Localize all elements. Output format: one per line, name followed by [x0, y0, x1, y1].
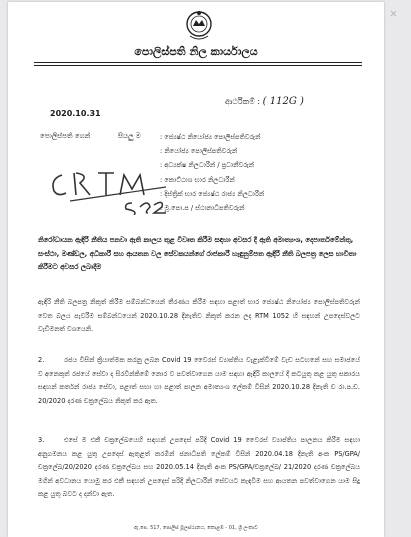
- recipient-item: : දිස්ත්‍රික් භාර ජ්‍යෙෂ්ඨ රාජ්‍ය නිලධාරීන්: [160, 189, 265, 198]
- national-emblem-icon: [184, 8, 214, 42]
- document-page: [8, 2, 384, 537]
- scroll-indicator-icon[interactable]: [390, 10, 397, 17]
- recipient-item: : ජ්‍යෙෂ්ඨ නියෝජ්‍ය පොලිස්පතිවරුන්: [160, 133, 261, 141]
- from-label: පොලිස්පති ගෙන්: [40, 132, 91, 140]
- handwritten-note: [48, 167, 178, 215]
- reference-number: ( 112G ): [262, 96, 304, 107]
- reference-line: [225, 96, 304, 107]
- footer-address: ඇ.පෙ. 517, පොලිස් මූලස්ථානය, කොළඹ - 01, ශ්‍රී ලංකාව: [134, 525, 258, 531]
- header-rule: [34, 62, 362, 63]
- paragraph-2-text: රජය විසින් ක්‍රියාත්මක කරනු ලබන Covid 19 වෛරස් ව්‍යාප්තිය වැළැක්වීමේ වැඩ සටහනේ සහ සමාජයේ ව අනෙකුත් රජයේ සේවා ද සිරවින්කිමේ නොර ව පවත්වාගෙන යාම සඳහා ඇඳිරි කාලයේ දී කටයුතු කළ යුතු සකාරය සඳහන් කර්තන් රාජ්‍ය සේවා, පළාත් සභා හා පළාත් පාලන අමාත්‍යංශ ලේකම් විසින් 2020.10.28 දිනැති ච රා.ප.ච. 20/2020 දරණ චක්‍රලේඛය නිකුත් කර ඇත.: [38, 356, 360, 405]
- paragraph-3-text: එසේ ම එකී චක්‍රලේඛයෙහි සඳහන් උපදෙස් පරිදි Covid 19 වෛරස් ව්‍යාප්තිය පාලනය කිරීම සඳහා අනුගමනය කළ යුතු උපදෙස් ඇතුළත් කරමින් ජනාධිපති ලේකම් විසින් 2020.04.18 දිනැති අංක PS/GPA/චක්‍රලේඛ/20/2020 දරණ චක්‍රලේඛය සහ 2020.05.14 දිනැති අංක PS/GPA/චක්‍රලේඛ/ 21/2020 දරණ චක්‍රලේඛය මගින් අවධානය යොමු කර එකී සඳහන් උපදෙස් පරිදි නිලධාරීන් සේවයට කැඳවීම සහ ආයතන පවත්වාගෙන යාම සිදු කළ යුතු බවට ද දන්වා ඇත.: [38, 436, 360, 498]
- to-label: සියලු ම: [118, 132, 141, 140]
- recipient-item: : කොට්ඨාශ භාර නිලධාරීන්: [160, 175, 235, 184]
- recipient-item: : නියෝජ්‍ය පොලිස්පතිවරුන්: [160, 147, 238, 156]
- header-rule-thin: [34, 65, 362, 66]
- recipient-item: : අධ්‍යක්ෂ නිලධාරීන් / ප්‍රධානීවරුන්: [160, 161, 255, 170]
- reference-label: ආර්ථිකම් :: [225, 97, 261, 106]
- paragraph-3: [38, 434, 360, 502]
- document-date: 2020.10.31: [50, 109, 101, 118]
- paragraph-1: ඇඳිරි නීති බලපත්‍ර නිකුත් කිරීම සම්බන්ධයෙන් තීරණය කිරීම සඳහා පළාත් භාර ජ්‍යෙෂ්ඨ නියෝජ්‍ය පොලිස්පතිවරුන් වෙත බලය පැවරීම සම්බන්ධයෙන් 2020.10.28 දිනැතිව නිකුත් කරන ලද RTM 1052 හි සඳහන් උපදෙස්වලට වැඩිමනත් වශයෙනි.: [38, 298, 360, 333]
- paragraph-2-number: 2.: [38, 356, 45, 364]
- office-title: පොලිස්පති නිල කාර්යාලය: [134, 45, 258, 58]
- subject-heading: නිරෝධායන ඇඳිරි නීතිය පනවා ඇති කාලය තුළ විවෘත කිරීම සඳහා අවසර දී ඇති අමාත්‍යංශ, දෙපාර්තමේන්තු, සංස්ථා, මණ්ඩල, අධිකාරී සහ ආයතන වල සේවකයන්ගේ රාජකාරී හැඳුනුම්පත ඇඳිරි නීති බලපත්‍ර ලෙස භාවිතා කිරීමට අවසර ලබාදීම: [38, 236, 357, 271]
- paragraph-2: [38, 354, 360, 408]
- recipient-item: : මූ.පො.ප / ස්ථානාධිපතිවරුන්: [160, 204, 245, 213]
- paragraph-3-number: 3.: [38, 436, 45, 444]
